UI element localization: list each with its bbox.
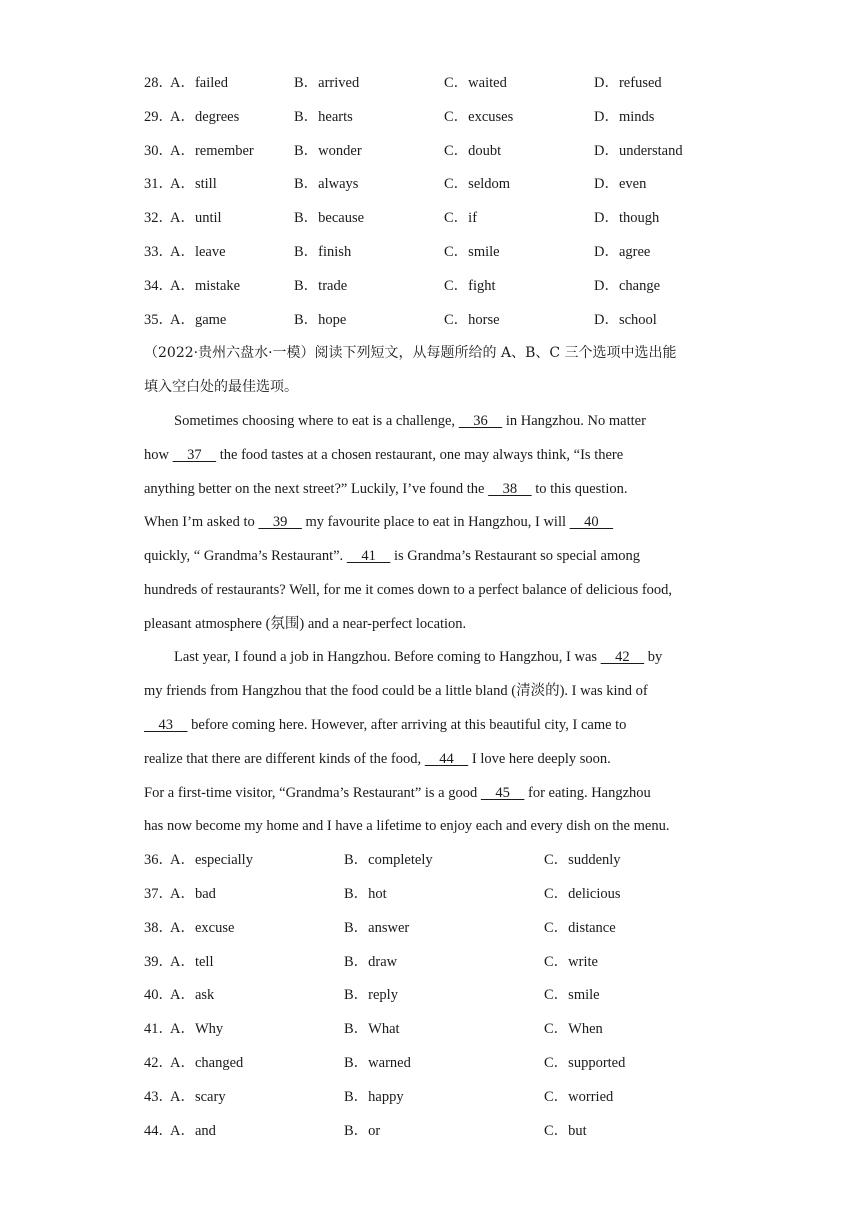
question-number: 29． xyxy=(144,109,173,125)
option-a: A．bad xyxy=(170,886,216,902)
question-number: 34． xyxy=(144,278,173,294)
option-b: B．always xyxy=(294,176,359,192)
option-a: A．tell xyxy=(170,954,214,970)
option-c: C．smile xyxy=(444,244,500,260)
option-d: D．agree xyxy=(594,244,651,260)
option-c: C．waited xyxy=(444,75,507,91)
blank-42: 42 xyxy=(600,649,645,665)
option-b: B．arrived xyxy=(294,75,360,91)
option-c: C．suddenly xyxy=(544,852,621,868)
passage-text: in Hangzhou. No matter xyxy=(502,413,646,429)
passage-line: hundreds of restaurants? Well, for me it comes down to a perfect balance of delicious food, xyxy=(144,582,673,598)
passage-text: how xyxy=(144,447,173,463)
option-a: A．Why xyxy=(170,1021,224,1037)
instruction-line: （2022·贵州六盘水·一模）阅读下列短文，从每题所给的 A、B、C 三个选项中选出能 xyxy=(144,345,677,361)
option-b: B．warned xyxy=(344,1055,411,1071)
option-d: D．school xyxy=(594,312,657,328)
passage-text: before coming here. However, after arriving at this beautiful city, I came to xyxy=(187,717,627,733)
passage-text: for eating. Hangzhou xyxy=(524,785,651,801)
passage-line: my friends from Hangzhou that the food could be a little bland (清淡的). I was kind of xyxy=(144,683,648,699)
passage-text: Last year, I found a job in Hangzhou. Before coming to Hangzhou, I was xyxy=(174,649,601,665)
option-b: B．What xyxy=(344,1021,400,1037)
option-a: A．degrees xyxy=(170,109,240,125)
option-b: B．hot xyxy=(344,886,387,902)
passage-line: pleasant atmosphere (氛围) and a near-perfect location. xyxy=(144,616,467,632)
option-b: B．draw xyxy=(344,954,398,970)
option-d: D．refused xyxy=(594,75,662,91)
option-d: D．change xyxy=(594,278,661,294)
passage-text: my favourite place to eat in Hangzhou, I will xyxy=(301,514,570,530)
option-c: C．but xyxy=(544,1123,587,1139)
passage-text: anything better on the next street?” Luckily, I’ve found the xyxy=(144,481,489,497)
option-b: B．trade xyxy=(294,278,348,294)
option-c: C．supported xyxy=(544,1055,626,1071)
question-number: 30． xyxy=(144,143,173,159)
option-b: B．or xyxy=(344,1123,381,1139)
option-b: B．happy xyxy=(344,1089,404,1105)
option-b: B．wonder xyxy=(294,143,362,159)
option-a: A．remember xyxy=(170,143,254,159)
question-number: 42． xyxy=(144,1055,173,1071)
passage-text: I love here deeply soon. xyxy=(468,751,611,767)
instruction-line: 填入空白处的最佳选项。 xyxy=(144,379,298,395)
option-c: C．distance xyxy=(544,920,616,936)
option-b: B．hearts xyxy=(294,109,353,125)
passage-line: has now become my home and I have a lifetime to enjoy each and every dish on the menu. xyxy=(144,818,670,834)
question-number: 32． xyxy=(144,210,173,226)
question-number: 41． xyxy=(144,1021,173,1037)
option-b: B．hope xyxy=(294,312,347,328)
option-a: A．still xyxy=(170,176,217,192)
option-a: A．scary xyxy=(170,1089,226,1105)
blank-45: 45 xyxy=(480,785,525,801)
option-c: C．worried xyxy=(544,1089,614,1105)
option-a: A．mistake xyxy=(170,278,241,294)
option-b: B．because xyxy=(294,210,365,226)
option-a: A．and xyxy=(170,1123,216,1139)
question-number: 40． xyxy=(144,987,173,1003)
option-a: A．failed xyxy=(170,75,228,91)
passage-text: For a first-time visitor, “Grandma’s Restaurant” is a good xyxy=(144,785,481,801)
option-b: B．completely xyxy=(344,852,433,868)
option-c: C．When xyxy=(544,1021,603,1037)
passage-text: realize that there are different kinds of the food, xyxy=(144,751,425,767)
blank-38: 38 xyxy=(488,481,532,497)
option-c: C．doubt xyxy=(444,143,502,159)
option-a: A．until xyxy=(170,210,222,226)
passage-line xyxy=(144,444,724,466)
passage-text: quickly, “ Grandma’s Restaurant”. xyxy=(144,548,347,564)
question-number: 39． xyxy=(144,954,173,970)
blank-36: 36 xyxy=(458,413,503,429)
option-a: A．leave xyxy=(170,244,226,260)
option-a: A．changed xyxy=(170,1055,244,1071)
option-a: A．especially xyxy=(170,852,253,868)
passage-text: by xyxy=(644,649,663,665)
option-c: C．seldom xyxy=(444,176,511,192)
passage-text: Sometimes choosing where to eat is a challenge, xyxy=(174,413,459,429)
option-b: B．finish xyxy=(294,244,352,260)
passage-line xyxy=(144,714,724,736)
passage-line xyxy=(144,410,754,432)
question-number: 31． xyxy=(144,176,173,192)
option-a: A．game xyxy=(170,312,227,328)
question-number: 35． xyxy=(144,312,173,328)
blank-37: 37 xyxy=(172,447,217,463)
option-c: C．if xyxy=(444,210,478,226)
question-number: 43． xyxy=(144,1089,173,1105)
option-c: C．fight xyxy=(444,278,496,294)
blank-40: 40 xyxy=(569,514,614,530)
question-number: 36． xyxy=(144,852,173,868)
option-c: C．delicious xyxy=(544,886,621,902)
passage-line xyxy=(144,511,724,533)
passage-line xyxy=(144,478,724,500)
blank-39: 39 xyxy=(258,514,302,530)
passage-text: is Grandma’s Restaurant so special among xyxy=(390,548,640,564)
option-b: B．reply xyxy=(344,987,398,1003)
blank-44: 44 xyxy=(424,751,469,767)
option-a: A．ask xyxy=(170,987,215,1003)
passage-line xyxy=(144,782,724,804)
passage-line xyxy=(144,646,754,668)
question-number: 38． xyxy=(144,920,173,936)
option-c: C．excuses xyxy=(444,109,514,125)
passage-text: When I’m asked to xyxy=(144,514,259,530)
option-a: A．excuse xyxy=(170,920,235,936)
option-d: D．though xyxy=(594,210,660,226)
passage-line xyxy=(144,545,724,567)
passage-line xyxy=(144,748,724,770)
question-number: 37． xyxy=(144,886,173,902)
blank-41: 41 xyxy=(346,548,391,564)
question-number: 44． xyxy=(144,1123,173,1139)
option-d: D．understand xyxy=(594,143,683,159)
option-c: C．smile xyxy=(544,987,600,1003)
blank-43: 43 xyxy=(144,717,188,733)
passage-text: to this question. xyxy=(531,481,628,497)
option-d: D．minds xyxy=(594,109,655,125)
question-number: 33． xyxy=(144,244,173,260)
passage-text: the food tastes at a chosen restaurant, one may always think, “Is there xyxy=(216,447,624,463)
option-d: D．even xyxy=(594,176,647,192)
option-c: C．write xyxy=(544,954,598,970)
option-b: B．answer xyxy=(344,920,410,936)
option-c: C．horse xyxy=(444,312,500,328)
question-number: 28． xyxy=(144,75,173,91)
